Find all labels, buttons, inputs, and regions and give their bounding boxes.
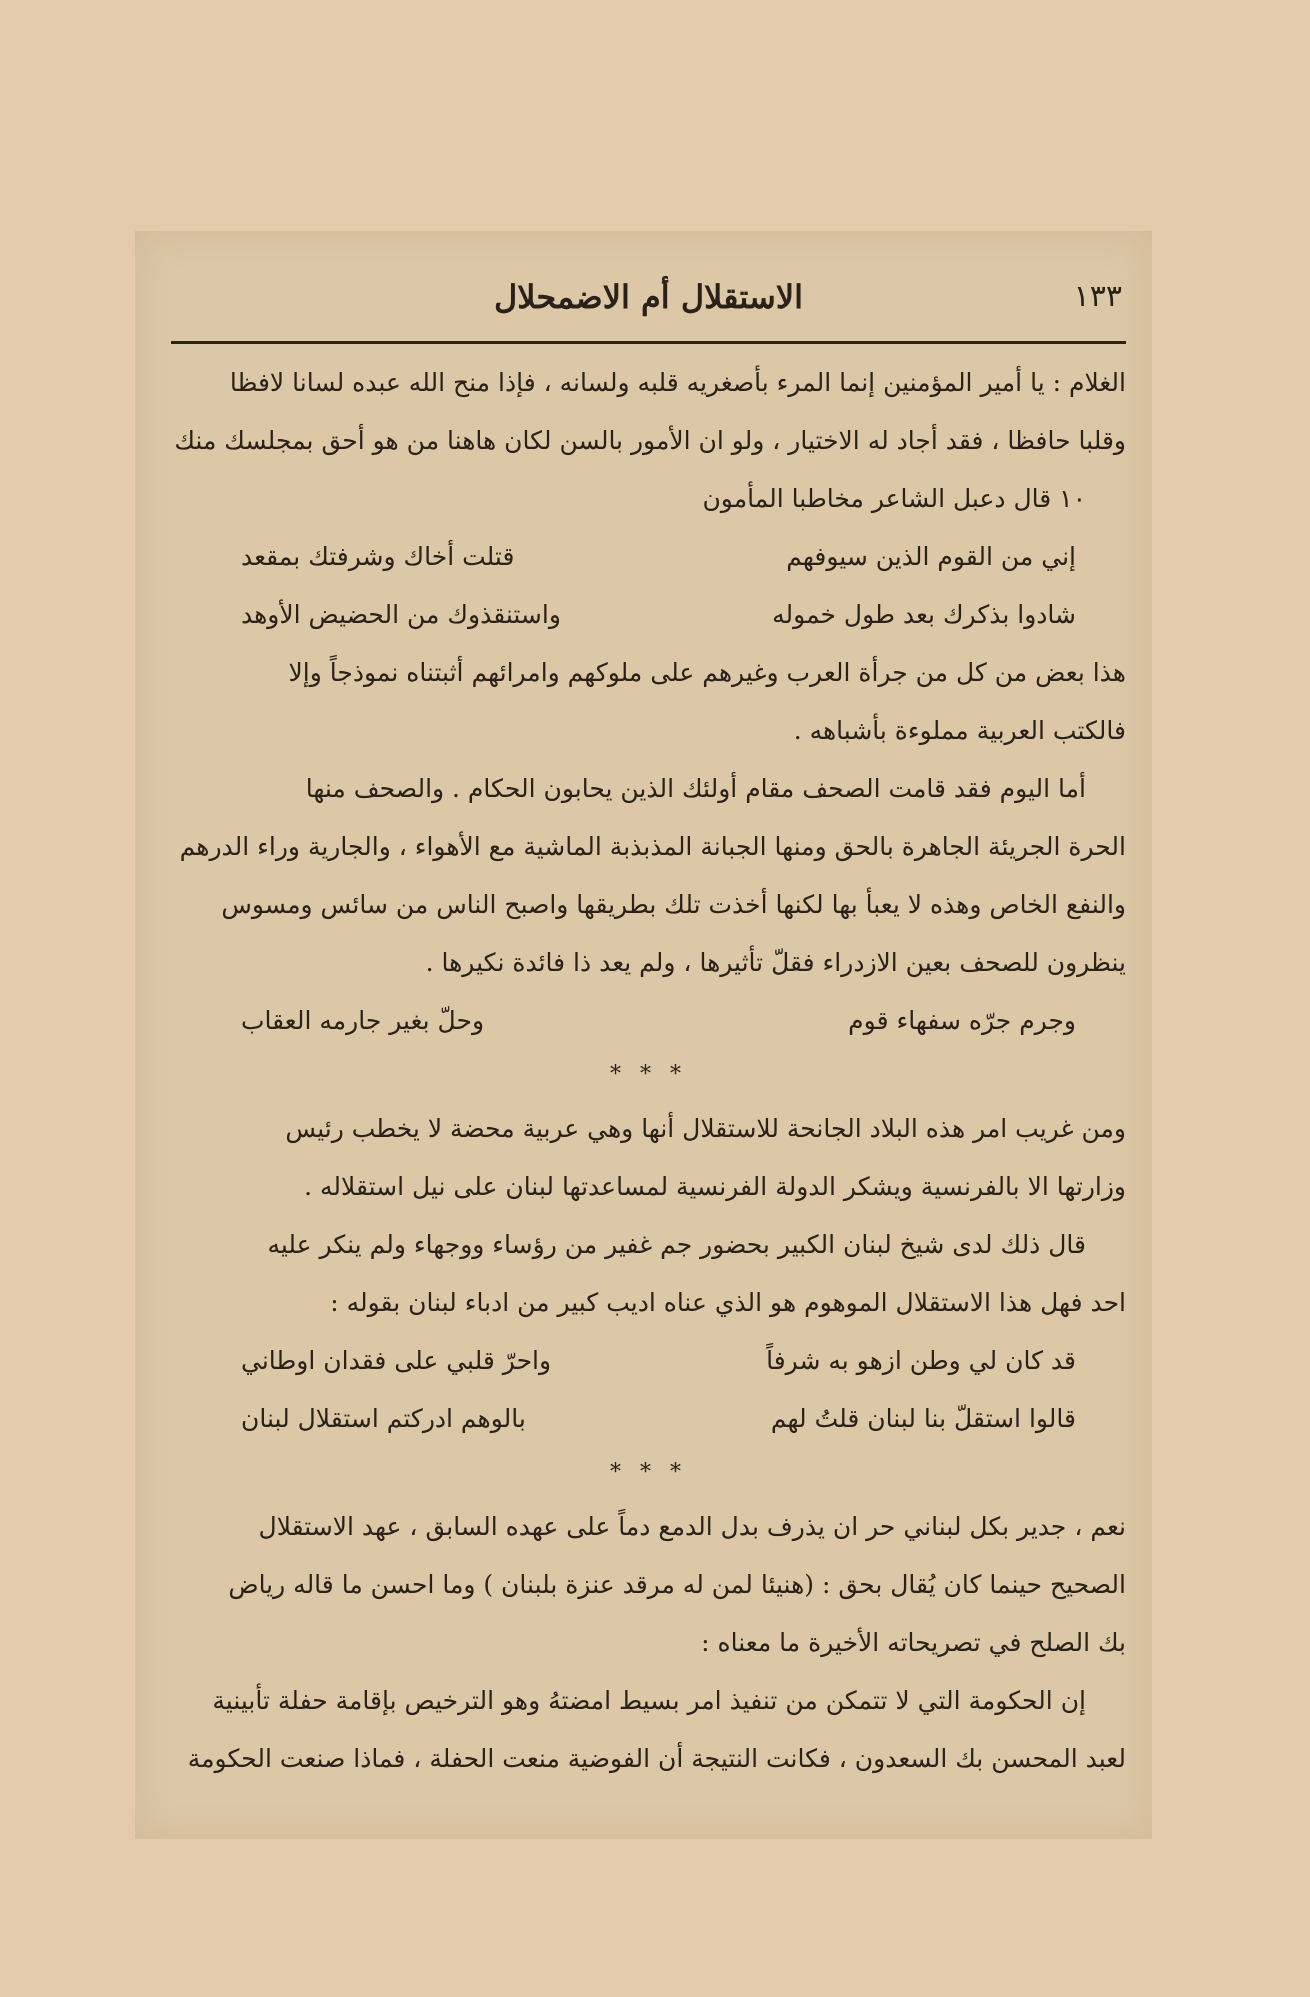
section-separator: * * *	[610, 1460, 687, 1485]
text-line: والنفع الخاص وهذه لا يعبأ بها لكنها أخذت تلك بطريقها واصبح الناس من سائس ومسوس	[221, 890, 1126, 919]
text-line: وزارتها الا بالفرنسية ويشكر الدولة الفرنسية لمساعدتها لبنان على نيل استقلاله .	[304, 1172, 1126, 1201]
verse-hemistich: وجرم جرّه سفهاء قوم	[848, 1006, 1076, 1035]
verse-line	[171, 528, 1126, 586]
page-number: ١٣٣	[1073, 279, 1122, 314]
verse-hemistich: واستنقذوك من الحضيض الأوهد	[241, 600, 561, 629]
book-page	[135, 231, 1152, 1839]
text-line: الحرة الجريئة الجاهرة بالحق ومنها الجبانة المذبذبة الماشية مع الأهواء ، والجارية وراء الدرهم	[179, 832, 1126, 861]
verse-line	[171, 1390, 1126, 1448]
section-separator: * * *	[610, 1062, 687, 1087]
text-line: احد فهل هذا الاستقلال الموهوم هو الذي عناه اديب كبير من ادباء لبنان بقوله :	[330, 1288, 1126, 1317]
verse-hemistich: إني من القوم الذين سيوفهم	[786, 542, 1076, 571]
text-line: أما اليوم فقد قامت الصحف مقام أولئك الذين يحابون الحكام . والصحف منها	[305, 774, 1086, 803]
text-line: فالكتب العربية مملوءة بأشباهه .	[793, 716, 1126, 745]
text-line: لعبد المحسن بك السعدون ، فكانت النتيجة أن الفوضية منعت الحفلة ، فماذا صنعت الحكومة	[187, 1744, 1126, 1773]
verse-line	[171, 1332, 1126, 1390]
header-rule	[171, 341, 1126, 344]
text-line: ومن غريب امر هذه البلاد الجانحة للاستقلال أنها وهي عربية محضة لا يخطب رئيس	[285, 1114, 1126, 1143]
verse-hemistich: قالوا استقلّ بنا لبنان قلتُ لهم	[770, 1404, 1076, 1433]
verse-hemistich: قتلت أخاك وشرفتك بمقعد	[241, 542, 515, 571]
verse-hemistich: واحرّ قلبي على فقدان اوطاني	[241, 1346, 552, 1375]
page-header	[175, 273, 1122, 321]
text-line: الغلام : يا أمير المؤمنين إنما المرء بأصغريه قلبه ولسانه ، فإذا منح الله عبده لسانا لافظا	[229, 368, 1126, 397]
verse-hemistich: قد كان لي وطن ازهو به شرفاً	[766, 1346, 1076, 1375]
text-line: إن الحكومة التي لا تتمكن من تنفيذ امر بسيط امضتهُ وهو الترخيص بإقامة حفلة تأبينية	[212, 1686, 1086, 1715]
verse-hemistich: وحلّ بغير جارمه العقاب	[241, 1006, 485, 1035]
page-body	[171, 354, 1126, 1788]
text-line: ينظرون للصحف بعين الازدراء فقلّ تأثيرها ، ولم يعد ذا فائدة نكيرها .	[425, 948, 1126, 977]
verse-hemistich: بالوهم ادركتم استقلال لبنان	[241, 1404, 526, 1433]
verse-line	[171, 992, 1126, 1050]
text-line: هذا بعض من كل من جرأة العرب وغيرهم على ملوكهم وامرائهم أثبتناه نموذجاً وإلا	[288, 658, 1126, 687]
text-line: الصحيح حينما كان يُقال بحق : (هنيئا لمن له مرقد عنزة بلبنان ) وما احسن ما قاله رياض	[228, 1570, 1126, 1599]
running-title: الاستقلال أم الاضمحلال	[494, 278, 803, 316]
verse-hemistich: شادوا بذكرك بعد طول خموله	[772, 600, 1076, 629]
text-line: قال ذلك لدى شيخ لبنان الكبير بحضور جم غفير من رؤساء ووجهاء ولم ينكر عليه	[267, 1230, 1086, 1259]
verse-line	[171, 586, 1126, 644]
text-line: وقلبا حافظا ، فقد أجاد له الاختيار ، ولو ان الأمور بالسن لكان هاهنا من هو أحق بمجلسك منك	[174, 426, 1126, 455]
text-line: نعم ، جدير بكل لبناني حر ان يذرف بدل الدمع دماً على عهده السابق ، عهد الاستقلال	[258, 1512, 1126, 1541]
text-line: ١٠ قال دعبل الشاعر مخاطبا المأمون	[702, 484, 1086, 513]
text-line: بك الصلح في تصريحاته الأخيرة ما معناه :	[701, 1628, 1126, 1657]
